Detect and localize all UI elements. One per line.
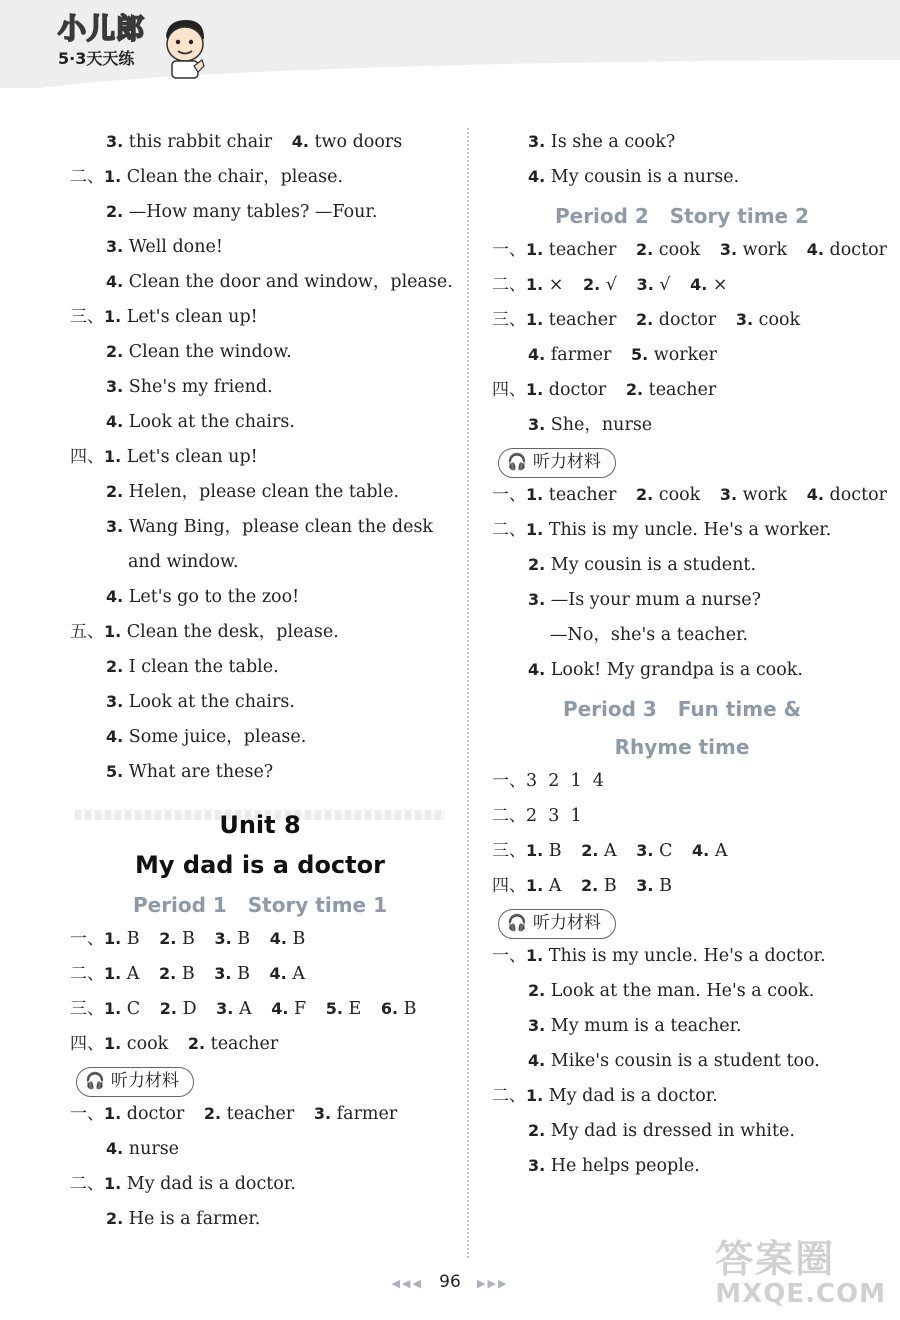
answer-line: 4. Clean the door and window，please.: [106, 272, 453, 292]
listening-material-tag: 🎧 听力材料: [492, 446, 872, 481]
answer-line: 2. My dad is dressed in white.: [528, 1121, 795, 1141]
period-3-answers-2: 二、2 3 1: [492, 806, 582, 826]
period-1-heading: Period 1 Story time 1: [132, 893, 388, 917]
logo-title: 小儿郎: [58, 12, 146, 45]
listening-material-tag: 🎧 听力材料: [70, 1065, 450, 1100]
listening-answers-1: 一、1. teacher 2. cook 3. work 4. doctor: [492, 485, 888, 505]
answer-line: 3. this rabbit chair 4. two doors: [106, 132, 403, 152]
period-1-answers-4: 四、1. cook 2. teacher: [70, 1034, 279, 1054]
period-2-answers-3: 三、1. teacher 2. doctor 3. cook: [492, 310, 801, 330]
period-3-answers-1: 一、3 2 1 4: [492, 771, 604, 791]
mascot-boy-icon: [158, 16, 210, 80]
period-1-answers-2: 二、1. A 2. B 3. B 4. A: [70, 964, 305, 984]
answer-line: 3. Well done!: [106, 237, 223, 257]
answer-line: 2. He is a farmer.: [106, 1209, 261, 1229]
answer-line: 4. nurse: [106, 1139, 180, 1159]
answer-line: 3. She's my friend.: [106, 377, 273, 397]
period-3-heading-line-2: Rhyme time: [614, 735, 750, 759]
period-2-answers-4: 四、1. doctor 2. teacher: [492, 380, 717, 400]
answer-line: 3. Is she a cook?: [528, 132, 676, 152]
period-3-answers-3: 三、1. B 2. A 3. C 4. A: [492, 841, 728, 861]
section-5-line-1: 五、1. Clean the desk，please.: [70, 622, 339, 642]
period-1-answers-1: 一、1. B 2. B 3. B 4. B: [70, 929, 306, 949]
period-1-answers-3: 三、1. C 2. D 3. A 4. F 5. E 6. B: [70, 999, 417, 1019]
right-column: [492, 128, 888, 1187]
answer-line: 4. Look! My grandpa is a cook.: [528, 660, 803, 680]
answer-line: 4. My cousin is a nurse.: [528, 167, 740, 187]
listening-material-tag: 🎧 听力材料: [492, 907, 872, 942]
listening-4-line-1: 二、1. My dad is a doctor.: [492, 1086, 718, 1106]
headphones-icon: 🎧: [507, 913, 527, 932]
answer-line: 2. Helen，please clean the table.: [106, 482, 400, 502]
period-2-answers-2: 二、1. × 2. √ 3. √ 4. ×: [492, 275, 728, 295]
answer-line: 5. What are these?: [106, 762, 274, 782]
answer-line-continued: —No，she's a teacher.: [550, 625, 749, 645]
answer-line: 4. Mike's cousin is a student too.: [528, 1051, 820, 1071]
answer-line: 3. —Is your mum a nurse?: [528, 590, 762, 610]
answer-line: 2. Clean the window.: [106, 342, 292, 362]
period-3-heading: Period 3 Fun time &: [562, 697, 802, 721]
answer-line: 3. Wang Bing，please clean the desk: [106, 517, 434, 537]
column-divider: [467, 128, 469, 1258]
listening-2-line-1: 二、1. This is my uncle. He's a worker.: [492, 520, 832, 540]
answer-line: 4. Look at the chairs.: [106, 412, 295, 432]
section-2-line-1: 二、1. Clean the chair，please.: [70, 167, 344, 187]
logo-subtitle: 5·3天天练: [58, 49, 135, 68]
period-3-answers-4: 四、1. A 2. B 3. B: [492, 876, 672, 896]
listening-1-line-1: 一、1. doctor 2. teacher 3. farmer: [70, 1104, 398, 1124]
answer-line: 2. Look at the man. He's a cook.: [528, 981, 815, 1001]
period-2-heading: Period 2 Story time 2: [554, 204, 810, 228]
answer-line: 3. My mum is a teacher.: [528, 1016, 742, 1036]
section-4-line-1: 四、1. Let's clean up!: [70, 447, 258, 467]
answer-line: 3. He helps people.: [528, 1156, 700, 1176]
headphones-icon: 🎧: [85, 1071, 105, 1090]
answer-line: 2. My cousin is a student.: [528, 555, 757, 575]
watermark-logo: 答案圈 MXQE.COM: [715, 1237, 886, 1309]
unit-subtitle: My dad is a doctor: [135, 851, 385, 879]
section-3-line-1: 三、1. Let's clean up!: [70, 307, 258, 327]
listening-2-line-1: 二、1. My dad is a doctor.: [70, 1174, 296, 1194]
listening-3-line-1: 一、1. This is my uncle. He's a doctor.: [492, 946, 826, 966]
answer-line: 3. Look at the chairs.: [106, 692, 295, 712]
left-column: [70, 128, 453, 1240]
answer-line: 2. I clean the table.: [106, 657, 279, 677]
headphones-icon: 🎧: [507, 452, 527, 471]
answer-line-continued: and window.: [128, 552, 239, 572]
right-arrows-icon: ▶▶▶: [477, 1277, 509, 1290]
answer-line: 4. farmer 5. worker: [528, 345, 717, 365]
brand-logo: [58, 14, 145, 69]
unit-title: Unit 8: [219, 811, 301, 839]
period-2-answers-1: 一、1. teacher 2. cook 3. work 4. doctor: [492, 240, 888, 260]
answer-line: 2. —How many tables? —Four.: [106, 202, 378, 222]
page-number: ◀◀◀ 96 ▶▶▶: [391, 1272, 509, 1292]
left-arrows-icon: ◀◀◀: [391, 1277, 423, 1290]
answer-line: 4. Let's go to the zoo!: [106, 587, 300, 607]
answer-line: 3. She，nurse: [528, 415, 653, 435]
answer-line: 4. Some juice，please.: [106, 727, 307, 747]
